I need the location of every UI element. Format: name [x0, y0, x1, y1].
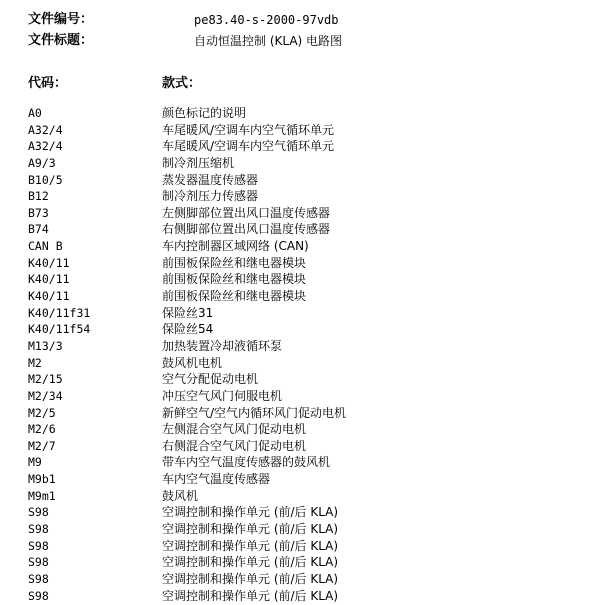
- component-description: 制冷剂压缩机: [162, 155, 235, 170]
- component-code: K40/11f31: [28, 305, 91, 320]
- component-code: M9b1: [28, 472, 56, 487]
- component-code: A0: [28, 106, 42, 120]
- component-code: S98: [28, 522, 49, 537]
- component-code: M9m1: [28, 488, 56, 503]
- component-code: K40/11: [28, 255, 70, 270]
- component-description: 冲压空气风门伺服电机: [162, 388, 283, 403]
- list-item: [28, 521, 588, 538]
- component-code: M2: [28, 355, 42, 370]
- component-description: 蒸发器温度传感器: [162, 172, 259, 187]
- component-description: 车内空气温度传感器: [162, 472, 271, 487]
- list-item: [28, 355, 588, 372]
- component-description: 车内控制器区域网络 (CAN): [162, 239, 309, 254]
- list-item: [28, 172, 588, 189]
- doc-title-value: 自动恒温控制 (KLA) 电路图: [194, 34, 343, 48]
- component-description: 前围板保险丝和继电器模块: [162, 255, 307, 270]
- component-code: S98: [28, 588, 49, 603]
- component-description: 空调控制和操作单元 (前/后 KLA): [162, 522, 339, 537]
- list-item: [28, 138, 588, 155]
- list-item: [28, 371, 588, 388]
- component-description: 空气分配促动电机: [162, 372, 259, 387]
- component-description: 空调控制和操作单元 (前/后 KLA): [162, 505, 339, 520]
- list-item: [28, 288, 588, 305]
- list-item: [28, 205, 588, 222]
- list-item: [28, 338, 588, 355]
- list-item: [28, 188, 588, 205]
- component-code: A9/3: [28, 155, 56, 170]
- doc-number-value: pe83.40-s-2000-97vdb: [194, 13, 339, 27]
- component-description: 加热装置冷却液循环泵: [162, 338, 283, 353]
- component-description: 空调控制和操作单元 (前/后 KLA): [162, 588, 339, 603]
- component-description: 鼓风机电机: [162, 355, 223, 370]
- list-item: [28, 438, 588, 455]
- component-code: M2/5: [28, 405, 56, 420]
- component-description: 保险丝31: [162, 305, 214, 320]
- component-code: K40/11: [28, 289, 70, 304]
- component-code: B10/5: [28, 172, 63, 187]
- list-item: [28, 321, 588, 338]
- list-item: [28, 255, 588, 272]
- list-item: [28, 588, 588, 605]
- component-list: [28, 105, 588, 604]
- component-description: 空调控制和操作单元 (前/后 KLA): [162, 571, 339, 586]
- list-item: [28, 105, 588, 122]
- component-code: K40/11: [28, 272, 70, 287]
- list-item: [28, 238, 588, 255]
- doc-title-label: 文件标题：: [28, 33, 94, 48]
- list-item: [28, 122, 588, 139]
- component-code: A32/4: [28, 139, 63, 154]
- component-code: S98: [28, 505, 49, 520]
- component-description: 鼓风机: [162, 488, 199, 503]
- component-code: B74: [28, 222, 49, 237]
- list-item: [28, 405, 588, 422]
- column-header-description: 款式：: [162, 76, 202, 91]
- component-description: 新鲜空气/空气内循环风门促动电机: [162, 405, 347, 420]
- list-item: [28, 571, 588, 588]
- component-description: 车尾暖风/空调车内空气循环单元: [162, 122, 335, 137]
- component-code: B12: [28, 189, 49, 204]
- component-code: S98: [28, 571, 49, 586]
- component-code: B73: [28, 205, 49, 220]
- component-code: S98: [28, 555, 49, 570]
- list-item: [28, 488, 588, 505]
- list-item: [28, 271, 588, 288]
- list-item: [28, 421, 588, 438]
- list-item: [28, 305, 588, 322]
- component-code: K40/11f54: [28, 322, 91, 337]
- component-description: 空调控制和操作单元 (前/后 KLA): [162, 538, 339, 553]
- component-code: M2/7: [28, 438, 56, 453]
- column-header-code: 代码：: [28, 76, 68, 91]
- component-code: CAN B: [28, 239, 63, 254]
- component-description: 前围板保险丝和继电器模块: [162, 289, 307, 304]
- component-description: 保险丝54: [162, 322, 214, 337]
- column-headers: [28, 75, 588, 93]
- list-item: [28, 504, 588, 521]
- component-description: 颜色标记的说明: [162, 106, 247, 120]
- list-item: [28, 454, 588, 471]
- component-description: 右侧脚部位置出风口温度传感器: [162, 222, 331, 237]
- component-code: A32/4: [28, 122, 63, 137]
- component-description: 车尾暖风/空调车内空气循环单元: [162, 139, 335, 154]
- component-code: M9: [28, 455, 42, 470]
- doc-number-label: 文件编号：: [28, 12, 94, 27]
- list-item: [28, 471, 588, 488]
- component-code: S98: [28, 538, 49, 553]
- component-code: M13/3: [28, 338, 63, 353]
- list-item: [28, 221, 588, 238]
- component-description: 制冷剂压力传感器: [162, 189, 259, 204]
- list-item: [28, 155, 588, 172]
- list-item: [28, 388, 588, 405]
- component-description: 左侧脚部位置出风口温度传感器: [162, 205, 331, 220]
- component-description: 右侧混合空气风门促动电机: [162, 438, 307, 453]
- list-item: [28, 554, 588, 571]
- component-description: 前围板保险丝和继电器模块: [162, 272, 307, 287]
- list-item: [28, 538, 588, 555]
- component-description: 左侧混合空气风门促动电机: [162, 422, 307, 437]
- component-code: M2/15: [28, 372, 63, 387]
- component-code: M2/6: [28, 422, 56, 437]
- component-description: 带车内空气温度传感器的鼓风机: [162, 455, 331, 470]
- component-code: M2/34: [28, 388, 63, 403]
- component-description: 空调控制和操作单元 (前/后 KLA): [162, 555, 339, 570]
